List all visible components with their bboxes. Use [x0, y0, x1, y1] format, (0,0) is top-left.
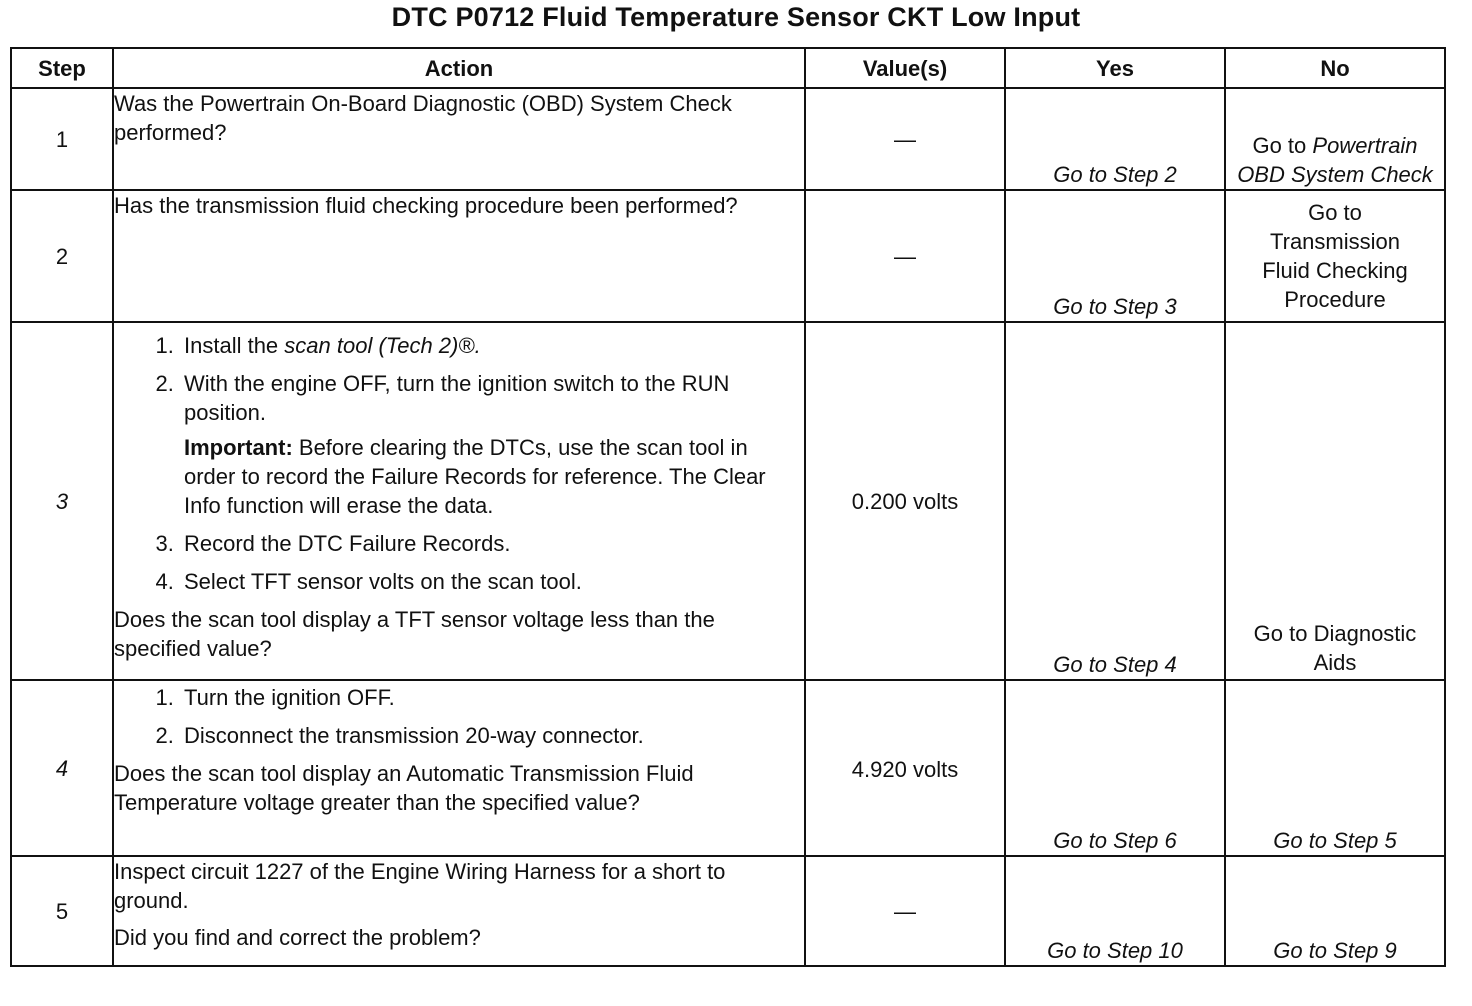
- table-row: [11, 856, 1445, 966]
- step-number: 4: [11, 680, 113, 856]
- action-text: Inspect circuit 1227 of the Engine Wiring Harness for a short to ground.: [114, 859, 726, 913]
- action-cell: [113, 680, 805, 856]
- important-label: Important:: [184, 435, 293, 460]
- action-cell: [113, 322, 805, 680]
- yes-cell: Go to Step 4: [1005, 322, 1225, 680]
- table-row: [11, 88, 1445, 190]
- yes-cell: Go to Step 10: [1005, 856, 1225, 966]
- yes-cell: Go to Step 3: [1005, 190, 1225, 322]
- action-question: Was the Powertrain On-Board Diagnostic (OBD) System Check performed?: [114, 91, 732, 145]
- scan-tool-name: scan tool (Tech 2)®.: [284, 333, 481, 358]
- action-list: [114, 683, 804, 750]
- action-cell: [113, 190, 805, 322]
- step-number: 3: [11, 322, 113, 680]
- list-item: [180, 331, 804, 360]
- value-cell: —: [805, 856, 1005, 966]
- header-yes: Yes: [1005, 48, 1225, 88]
- list-item-text: Install the: [184, 333, 279, 358]
- action-cell: [113, 88, 805, 190]
- important-note: [184, 433, 804, 520]
- no-link: Powertrain OBD System Check: [1237, 133, 1433, 187]
- header-step: Step: [11, 48, 113, 88]
- table-row: [11, 190, 1445, 322]
- yes-cell: Go to Step 2: [1005, 88, 1225, 190]
- action-cell: [113, 856, 805, 966]
- list-item: [180, 369, 804, 520]
- important-text: Before clearing the DTCs, use the scan tool in order to record the Failure Records for reference. The Clear Info function will erase the data.: [184, 435, 766, 518]
- no-prefix: Go to: [1252, 133, 1307, 158]
- step-number: 2: [11, 190, 113, 322]
- action-list: [114, 331, 804, 596]
- action-question: Has the transmission fluid checking procedure been performed?: [114, 193, 738, 218]
- header-action: Action: [113, 48, 805, 88]
- no-cell: Go to Step 9: [1225, 856, 1445, 966]
- diagnostic-table: [10, 47, 1446, 967]
- no-cell: Go to Transmission Fluid Checking Procedure: [1225, 190, 1445, 322]
- step-number: 1: [11, 88, 113, 190]
- action-question: Does the scan tool display an Automatic Transmission Fluid Temperature voltage greater than the specified value?: [114, 761, 694, 815]
- yes-cell: Go to Step 6: [1005, 680, 1225, 856]
- no-cell: [1225, 88, 1445, 190]
- value-cell: —: [805, 190, 1005, 322]
- table-row: [11, 680, 1445, 856]
- list-item: 2. Disconnect the transmission 20-way connector.: [180, 721, 804, 750]
- value-cell: 4.920 volts: [805, 680, 1005, 856]
- action-question: Did you find and correct the problem?: [114, 925, 481, 950]
- value-cell: 0.200 volts: [805, 322, 1005, 680]
- header-values: Value(s): [805, 48, 1005, 88]
- action-question: Does the scan tool display a TFT sensor voltage less than the specified value?: [114, 607, 715, 661]
- page-title: DTC P0712 Fluid Temperature Sensor CKT Low Input: [391, 2, 1081, 32]
- no-cell: Go to Diagnostic Aids: [1225, 322, 1445, 680]
- list-item-text: With the engine OFF, turn the ignition switch to the RUN position.: [184, 371, 730, 425]
- value-cell: —: [805, 88, 1005, 190]
- list-item: 1. Turn the ignition OFF.: [180, 683, 804, 712]
- header-no: No: [1225, 48, 1445, 88]
- step-number: 5: [11, 856, 113, 966]
- table-header-row: [11, 48, 1445, 88]
- list-item: 4. Select TFT sensor volts on the scan tool.: [180, 567, 804, 596]
- list-item: 3. Record the DTC Failure Records.: [180, 529, 804, 558]
- no-cell: Go to Step 5: [1225, 680, 1445, 856]
- table-row: [11, 322, 1445, 680]
